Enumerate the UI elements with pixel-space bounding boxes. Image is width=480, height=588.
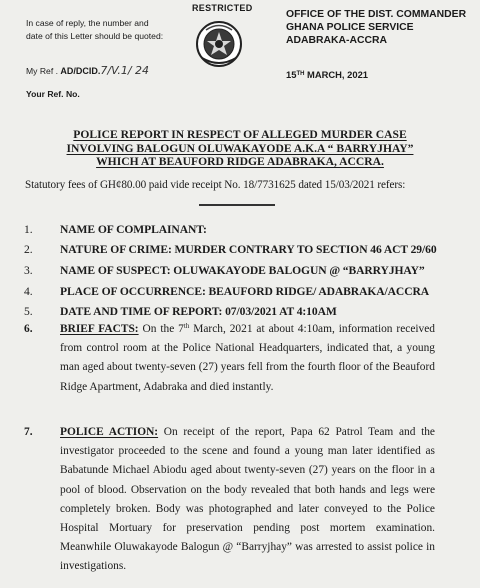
my-reference bbox=[26, 64, 149, 77]
letter-date bbox=[286, 69, 368, 80]
brief-facts-text bbox=[60, 320, 435, 397]
brief-facts-heading: BRIEF FACTS: bbox=[60, 323, 139, 335]
statutory-fees-line: Statutory fees of GH¢80.00 paid vide receipt No. 18/7731625 dated 15/03/2021 refers: bbox=[25, 179, 406, 191]
my-ref-value: AD/DCID. bbox=[60, 66, 101, 76]
item-text: DATE AND TIME OF REPORT: 07/03/2021 AT 4:10AM bbox=[60, 305, 337, 318]
police-action-body: On receipt of the report, Papa 62 Patrol Team and the investigator proceeded to the scene and found a young man later identified as Babatunde Michael Abiodu aged about twenty-seven (27) years on the floor in a pool of blood. Observation on the body revealed that both hands and legs were completely broken. Body was photographed and later conveyed to the Police Hospital Mortuary for preservation pending post mortem examination. Meanwhile Oluwakayode Balogun @ “Barryjhay” was arrested to assist police in investigations. bbox=[60, 426, 435, 573]
section-number: 6. bbox=[24, 323, 33, 335]
your-reference: Your Ref. No. bbox=[26, 89, 80, 99]
brief-facts-body: March, 2021 at about 4:10am, information received from control room at the Police National Headquarters, indicated that, a young man aged about twenty-seven (27) years fell from the fourth floor of the Beauford Ridge Apartment, Adabraka and died instantly. bbox=[60, 323, 435, 393]
item-number: 3. bbox=[24, 264, 33, 277]
divider bbox=[199, 204, 275, 206]
date-suffix: TH bbox=[296, 71, 305, 77]
office-line-3: ADABRAKA-ACCRA bbox=[286, 35, 388, 46]
office-line-1: OFFICE OF THE DIST. COMMANDER bbox=[286, 9, 467, 20]
brief-facts-sup: th bbox=[183, 322, 190, 330]
my-ref-handwritten: 7/V.1/ 24 bbox=[100, 64, 150, 77]
brief-facts-intro: On the 7 bbox=[138, 323, 184, 335]
police-action-heading: POLICE ACTION: bbox=[60, 426, 159, 438]
item-text: NATURE OF CRIME: MURDER CONTRARY TO SECTION 46 ACT 29/60 bbox=[60, 243, 437, 256]
item-text: NAME OF COMPLAINANT: bbox=[60, 223, 207, 236]
date-rest: MARCH, 2021 bbox=[304, 69, 368, 80]
restricted-label: RESTRICTED bbox=[192, 3, 253, 13]
office-line-2: GHANA POLICE SERVICE bbox=[286, 22, 414, 33]
title-line-1: POLICE REPORT IN RESPECT OF ALLEGED MURDER CASE bbox=[73, 128, 407, 141]
date-day: 15 bbox=[286, 69, 297, 80]
item-number: 5. bbox=[24, 305, 33, 318]
report-title bbox=[0, 128, 480, 169]
item-number: 1. bbox=[24, 223, 33, 236]
my-ref-label: My Ref . bbox=[26, 66, 58, 76]
title-line-3: WHICH AT BEAUFORD RIDGE ADABRAKA, ACCRA. bbox=[96, 155, 384, 169]
section-number: 7. bbox=[24, 426, 33, 438]
reply-note: In case of reply, the number and date of this Letter should be quoted: bbox=[26, 18, 164, 41]
item-number: 4. bbox=[24, 285, 33, 298]
item-text: NAME OF SUSPECT: OLUWAKAYODE BALOGUN @ “BARRYJHAY” bbox=[60, 264, 425, 277]
office-address bbox=[286, 8, 466, 47]
title-line-2: INVOLVING BALOGUN OLUWAKAYODE A.K.A “ BARRYJHAY” bbox=[66, 141, 414, 155]
police-crest-icon bbox=[194, 18, 244, 68]
item-text: PLACE OF OCCURRENCE: BEAUFORD RIDGE/ ADABRAKA/ACCRA bbox=[60, 285, 430, 298]
police-action-text bbox=[60, 423, 435, 577]
item-number: 2. bbox=[24, 243, 33, 256]
